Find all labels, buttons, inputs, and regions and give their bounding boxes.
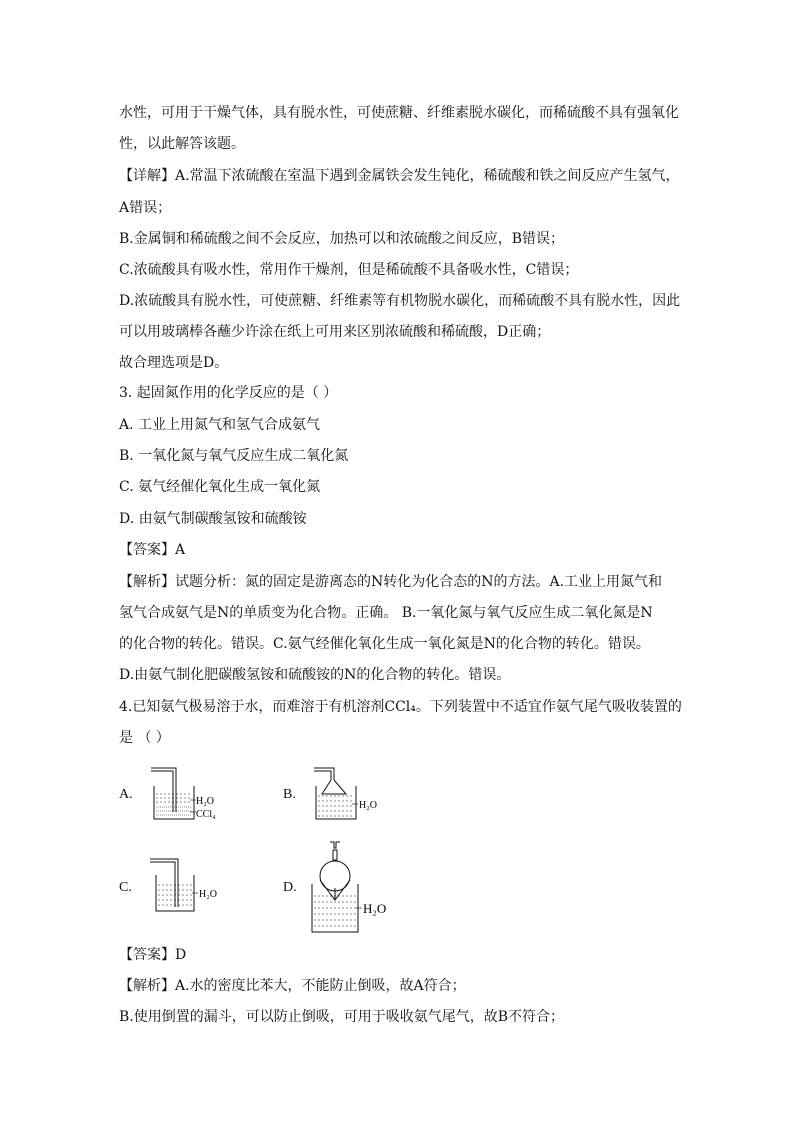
apparatus-c-diagram — [146, 855, 236, 915]
svg-text:H₂O: H₂O — [199, 889, 217, 900]
text-line: 可以用玻璃棒各蘸少许涂在纸上可用来区别浓硫酸和稀硫酸，D正确； — [119, 324, 551, 340]
text-line: D.由氨气制化肥碳酸氢铵和硫酸铵的N的化合物的转化。错误。 — [119, 667, 511, 683]
text-line: 的化合物的转化。错误。C.氨气经催化氧化生成一氧化氮是N的化合物的转化。错误。 — [119, 636, 650, 652]
figure-a-label: A. — [119, 787, 133, 802]
label-ccl4: CCl₄ — [196, 809, 216, 820]
option-d: D. 由氨气制碳酸氢铵和硫酸铵 — [119, 511, 307, 527]
text-line: 性，以此解答该题。 — [119, 136, 245, 152]
text-line: D.浓硫酸具有脱水性，可使蔗糖、纤维素等有机物脱水碳化，而稀硫酸不具有脱水性，因此 — [119, 293, 681, 309]
question-3: 3. 起固氮作用的化学反应的是（ ） — [119, 385, 338, 401]
apparatus-a-diagram — [146, 764, 236, 822]
answer-line: 【答案】D — [119, 947, 187, 963]
text-line: 故合理选项是D。 — [119, 355, 229, 371]
svg-text:H₂O: H₂O — [363, 901, 387, 916]
label-h2o: H₂O — [196, 796, 214, 807]
figure-d-label: D. — [283, 880, 297, 895]
text-line: 水性，可用于干燥气体，具有脱水性，可使蔗糖、纤维素脱水碳化，而稀硫酸不具有强氧化 — [119, 105, 679, 121]
text-line: B.使用倒置的漏斗，可以防止倒吸，可用于吸收氨气尾气，故B不符合； — [119, 1009, 565, 1025]
text-line: C.浓硫酸具有吸水性，常用作干燥剂，但是稀硫酸不具备吸水性，C错误； — [119, 262, 579, 278]
option-c: C. 氨气经催化氧化生成一氧化氮 — [119, 479, 321, 495]
option-a: A. 工业上用氮气和氢气合成氨气 — [119, 417, 321, 433]
text-line: 是 （ ） — [119, 730, 170, 746]
apparatus-d-diagram — [306, 840, 396, 936]
text-line: 【解析】A.水的密度比苯大，不能防止倒吸，故A符合； — [119, 978, 466, 994]
answer-line: 【答案】A — [119, 542, 186, 558]
apparatus-b-diagram — [308, 764, 388, 822]
svg-text:H₂O: H₂O — [359, 800, 377, 811]
text-line: A错误； — [119, 200, 172, 216]
text-line: B.金属铜和稀硫酸之间不会反应，加热可以和浓硫酸之间反应，B错误； — [119, 231, 565, 247]
option-b: B. 一氧化氮与氧气反应生成二氧化氮 — [119, 448, 349, 464]
question-4: 4.已知氨气极易溶于水，而难溶于有机溶剂CCl₄。下列装置中不适宜作氨气尾气吸收装置的 — [119, 699, 682, 715]
figure-c-label: C. — [119, 880, 132, 895]
text-line: 【详解】A.常温下浓硫酸在室温下遇到金属铁会发生钝化，稀硫酸和铁之间反应产生氢气， — [119, 168, 680, 184]
figure-b-label: B. — [283, 787, 296, 802]
text-line: 【解析】试题分析：氮的固定是游离态的N转化为化合态的N的方法。A.工业上用氮气和 — [119, 574, 663, 590]
text-line: 氢气合成氨气是N的单质变为化合物。正确。 B.一氧化氮与氧气反应生成二氧化氮是N — [119, 605, 653, 621]
